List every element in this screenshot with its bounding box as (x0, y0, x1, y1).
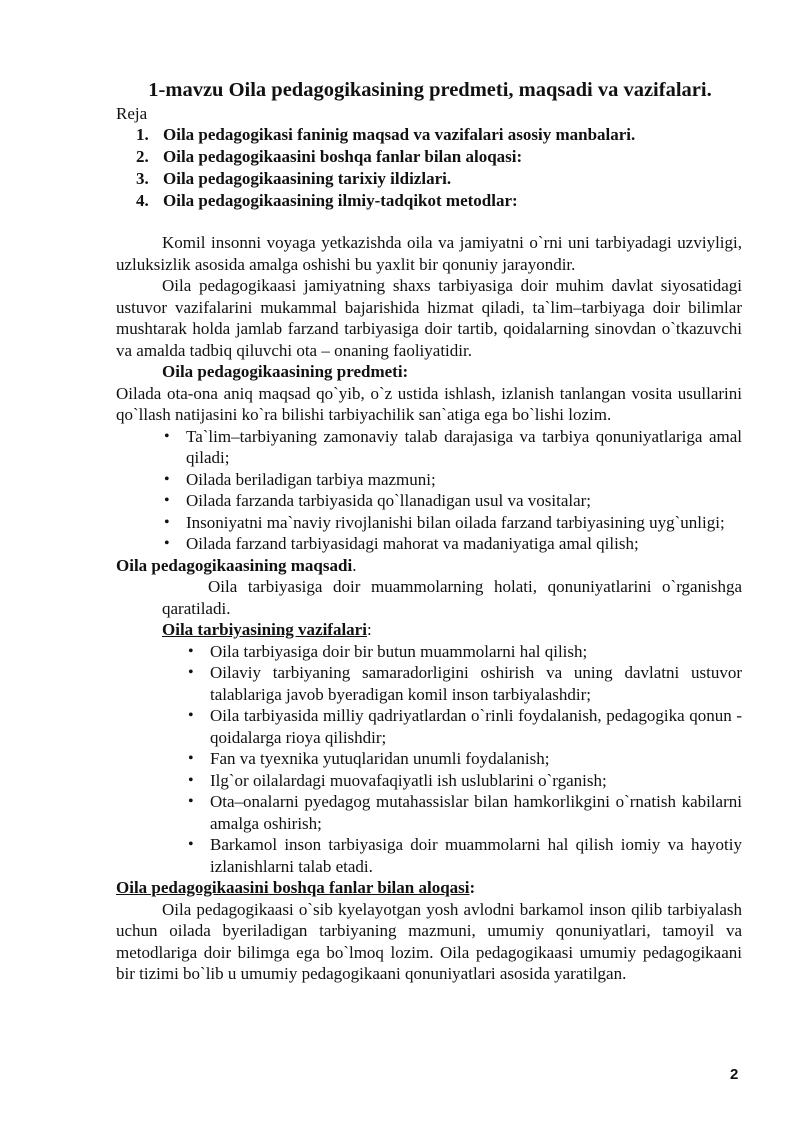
list-item (186, 662, 742, 705)
list-item (162, 490, 742, 512)
intro-paragraph-2: Oila pedagogikaasi jamiyatning shaxs tarbiyasiga doir muhim davlat siyosatidagi ustuvor vazifalarini mukammal bajarishida hizmat qiladi, ta`lim–tarbiyaga doir bilimlar mushtarak holda jamlab farzand tarbiyasiga doir tartib, qoidalarning sinovdan o`tkazuvchi va amalda tadbiq qiluvchi ota – onaning faoliyatidir. (116, 276, 742, 360)
list-item (186, 641, 742, 663)
plan-list (136, 124, 635, 212)
list-item-text: Ilg`or oilalardagi muovafaqiyatli ish uslublarini o`rganish; (210, 770, 607, 790)
bullet-icon: • (164, 427, 170, 445)
list-item-text: Oila tarbiyasiga doir bir butun muammolarni hal qilish; (210, 641, 588, 661)
list-item (186, 834, 742, 877)
plan-label: Reja (116, 104, 148, 123)
plan-item-text: Oila pedagogikasi faninig maqsad va vazifalari asosiy manbalari. (163, 125, 636, 144)
subject-bullet-list (116, 426, 742, 555)
tasks-heading-punct: : (366, 620, 372, 639)
list-item-text: Oilada farzanda tarbiyasida qo`llanadigan usul va vositalar; (186, 491, 592, 510)
plan-item-text: Oila pedagogikaasining tarixiy ildizlari. (163, 169, 452, 188)
list-item (162, 469, 742, 491)
bullet-icon: • (164, 513, 170, 531)
tasks-heading-line (116, 619, 742, 641)
relation-heading-punct: : (469, 878, 476, 897)
intro-paragraph-1: Komil insonni voyaga yetkazishda oila va jamiyatni o`rni uni tarbiyadagi uzviyligi, uzluksizlik asosida amalga oshishi bu yaxlit bir qonuniy jarayondir. (116, 233, 742, 274)
bullet-icon: • (164, 470, 170, 488)
plan-item-number: 4. (136, 191, 149, 210)
list-item-text: Barkamol inson tarbiyasiga doir muammolarni hal qilish iomiy va hayotiy izlanishlarni talab etadi. (210, 835, 742, 876)
list-item-text: Ta`lim–tarbiyaning zamonaviy talab darajasiga va tarbiya qonuniyatlariga amal qiladi; (186, 426, 742, 467)
bullet-icon: • (188, 793, 194, 810)
list-item (186, 791, 742, 834)
list-item-text: Oilada farzand tarbiyasidagi mahorat va madaniyatiga amal qilish; (186, 534, 639, 553)
bullet-icon: • (164, 535, 170, 552)
list-item-text: Oilada beriladigan tarbiya mazmuni; (186, 469, 436, 489)
plan-item (136, 190, 635, 212)
tasks-bullet-list (116, 641, 742, 878)
body-text (116, 232, 742, 985)
goal-heading-line (116, 555, 742, 577)
plan-item (136, 146, 635, 168)
subject-heading: Oila pedagogikaasining predmeti: (162, 362, 409, 381)
plan-item-text: Oila pedagogikaasini boshqa fanlar bilan aloqasi: (163, 147, 523, 166)
tasks-heading: Oila tarbiyasining vazifalari (162, 620, 367, 639)
list-item (162, 512, 742, 534)
subject-paragraph: Oilada ota-ona aniq maqsad qo`yib, o`z ustida ishlash, izlanish tanlangan vosita usullarini qo`llash natijasini ko`ra bilishi tarbiyachilik san`atiga ega bo`lishi lozim. (116, 383, 742, 424)
bullet-icon: • (188, 750, 194, 767)
relation-heading: Oila pedagogikaasini boshqa fanlar bilan aloqasi (116, 878, 470, 897)
bullet-icon: • (188, 707, 194, 724)
plan-item (136, 168, 635, 190)
plan-item-number: 3. (136, 169, 149, 188)
page-title: 1-mavzu Oila pedagogikasining predmeti, maqsadi va vazifalari. (148, 79, 712, 101)
list-item (186, 705, 742, 748)
list-item-text: Fan va tyexnika yutuqlaridan unumli foydalanish; (210, 749, 550, 768)
bullet-icon: • (164, 492, 170, 509)
plan-item-text: Oila pedagogikaasining ilmiy-tadqikot metodlar: (163, 191, 518, 210)
relation-paragraph: Oila pedagogikaasi o`sib kyelayotgan yosh avlodni barkamol inson qilib tarbiyalash uchun oilada byeriladigan tarbiyaning mazmuni, umumiy qonuniyatlari, tamoyil va metodlariga doir bilimga ega bo`lmoq lozim. Oila pedagogikaasi umumiy pedagogikaani bir tizimi bo`lib u umumiy pedagogikaani qonuniyatlari asosida yaratilgan. (116, 899, 742, 983)
bullet-icon: • (188, 836, 194, 853)
bullet-icon: • (188, 771, 194, 789)
goal-paragraph: Oila tarbiyasiga doir muammolarning holati, qonuniyatlarini o`rganishga qaratiladi. (162, 577, 742, 618)
plan-item-number: 2. (136, 147, 149, 166)
list-item (162, 426, 742, 469)
list-item-text: Oila tarbiyasida milliy qadriyatlardan o`rinli foydalanish, pedagogika qonun - qoidalarga rioya qilishdir; (210, 706, 742, 747)
relation-heading-line (116, 877, 742, 899)
page-number: 2 (730, 1066, 739, 1083)
list-item (186, 748, 742, 770)
list-item (162, 533, 742, 555)
bullet-icon: • (188, 642, 194, 660)
goal-heading-punct: . (352, 555, 357, 575)
bullet-icon: • (188, 664, 194, 681)
list-item-text: Oilaviy tarbiyaning samaradorligini oshirish va uning davlatni ustuvor talablariga javob byeradigan komil inson tarbiyalashdir; (210, 663, 742, 704)
list-item-text: Insoniyatni ma`naviy rivojlanishi bilan oilada farzand tarbiyasining uyg`unligi; (186, 512, 725, 532)
goal-heading: Oila pedagogikaasining maqsadi (116, 555, 353, 575)
list-item-text: Ota–onalarni pyedagog mutahassislar bilan hamkorlikgini o`rnatish kabilarni amalga oshirish; (210, 792, 742, 833)
plan-item-number: 1. (136, 125, 149, 144)
plan-item (136, 124, 635, 146)
list-item (186, 770, 742, 792)
